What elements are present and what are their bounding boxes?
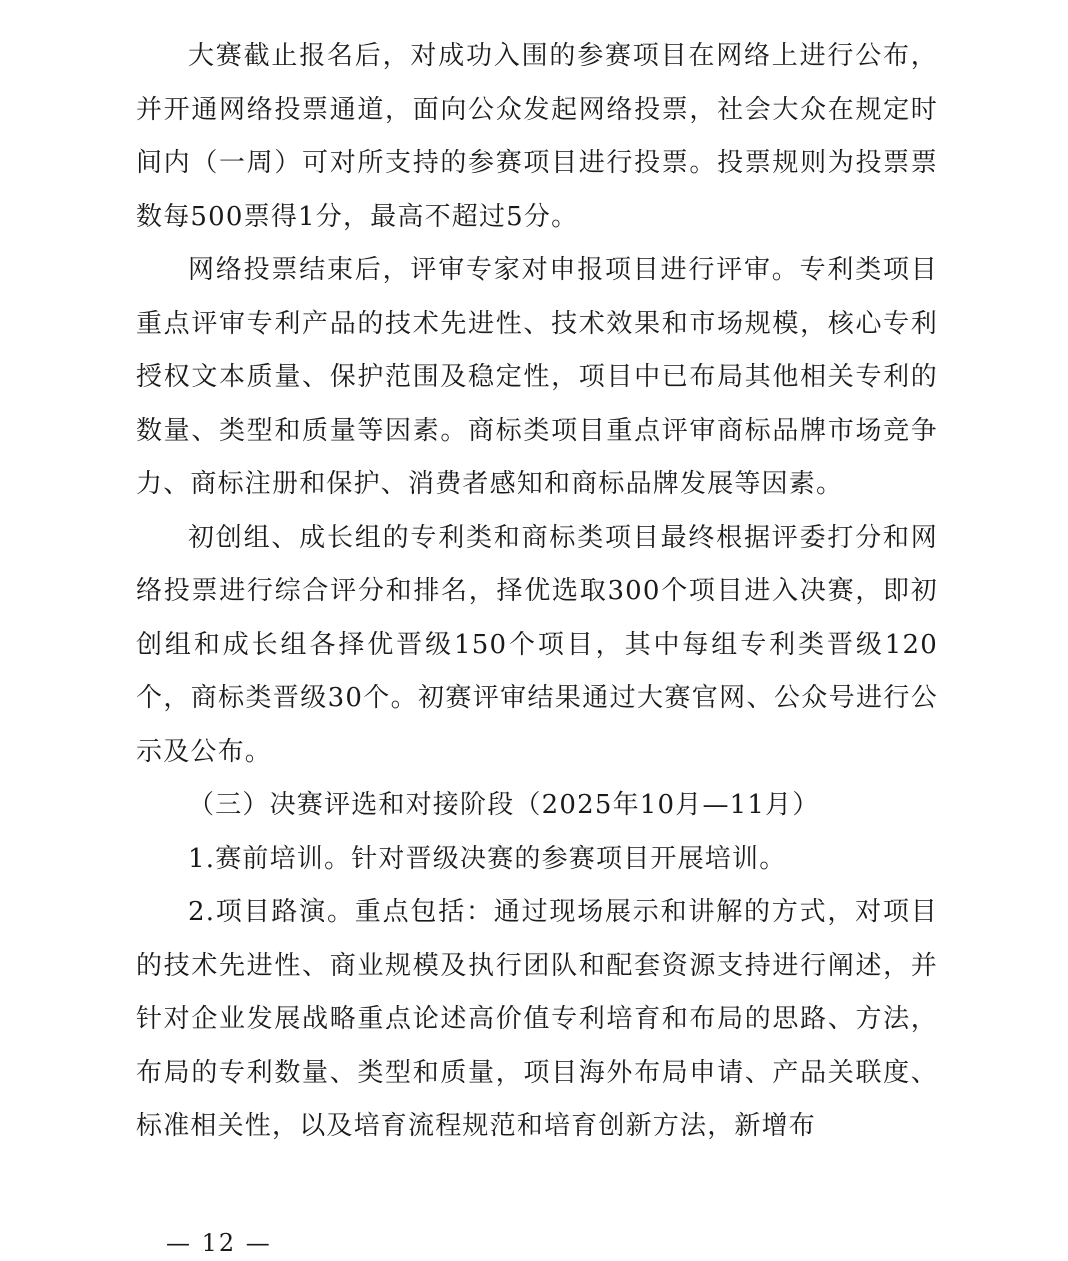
paragraph-item-1: 1.赛前培训。针对晋级决赛的参赛项目开展培训。: [188, 843, 787, 874]
paragraph-2: 网络投票结束后，评审专家对申报项目进行评审。专利类项目重点评审专利产品的技术先进性、技术效果和市场规模，核心专利授权文本质量、保护范围及稳定性，项目中已布局其他相关专利的数量、类型和质量等因素。商标类项目重点评审商标品牌市场竞争力、商标注册和保护、消费者感知和商标品牌发展等因素。: [136, 255, 938, 499]
paragraph-item-2: 2.项目路演。重点包括：通过现场展示和讲解的方式，对项目的技术先进性、商业规模及执行团队和配套资源支持进行阐述，并针对企业发展战略重点论述高价值专利培育和布局的思路、方法，布局的专利数量、类型和质量，项目海外布局申请、产品关联度、标准相关性，以及培育流程规范和培育创新方法，新增布: [136, 897, 938, 1141]
section-heading: （三）决赛评选和对接阶段（2025年10月—11月）: [188, 790, 820, 820]
document-page: [136, 30, 938, 1154]
paragraph-3: 初创组、成长组的专利类和商标类项目最终根据评委打分和网络投票进行综合评分和排名，择优选取300个项目进入决赛，即初创组和成长组各择优晋级150个项目，其中每组专利类晋级120个，商标类晋级30个。初赛评审结果通过大赛官网、公众号进行公示及公布。: [136, 522, 938, 767]
page-number: — 12 —: [166, 1229, 272, 1257]
paragraph-1: 大赛截止报名后，对成功入围的参赛项目在网络上进行公布，并开通网络投票通道，面向公众发起网络投票，社会大众在规定时间内（一周）可对所支持的参赛项目进行投票。投票规则为投票票数每500票得1分，最高不超过5分。: [136, 41, 938, 232]
